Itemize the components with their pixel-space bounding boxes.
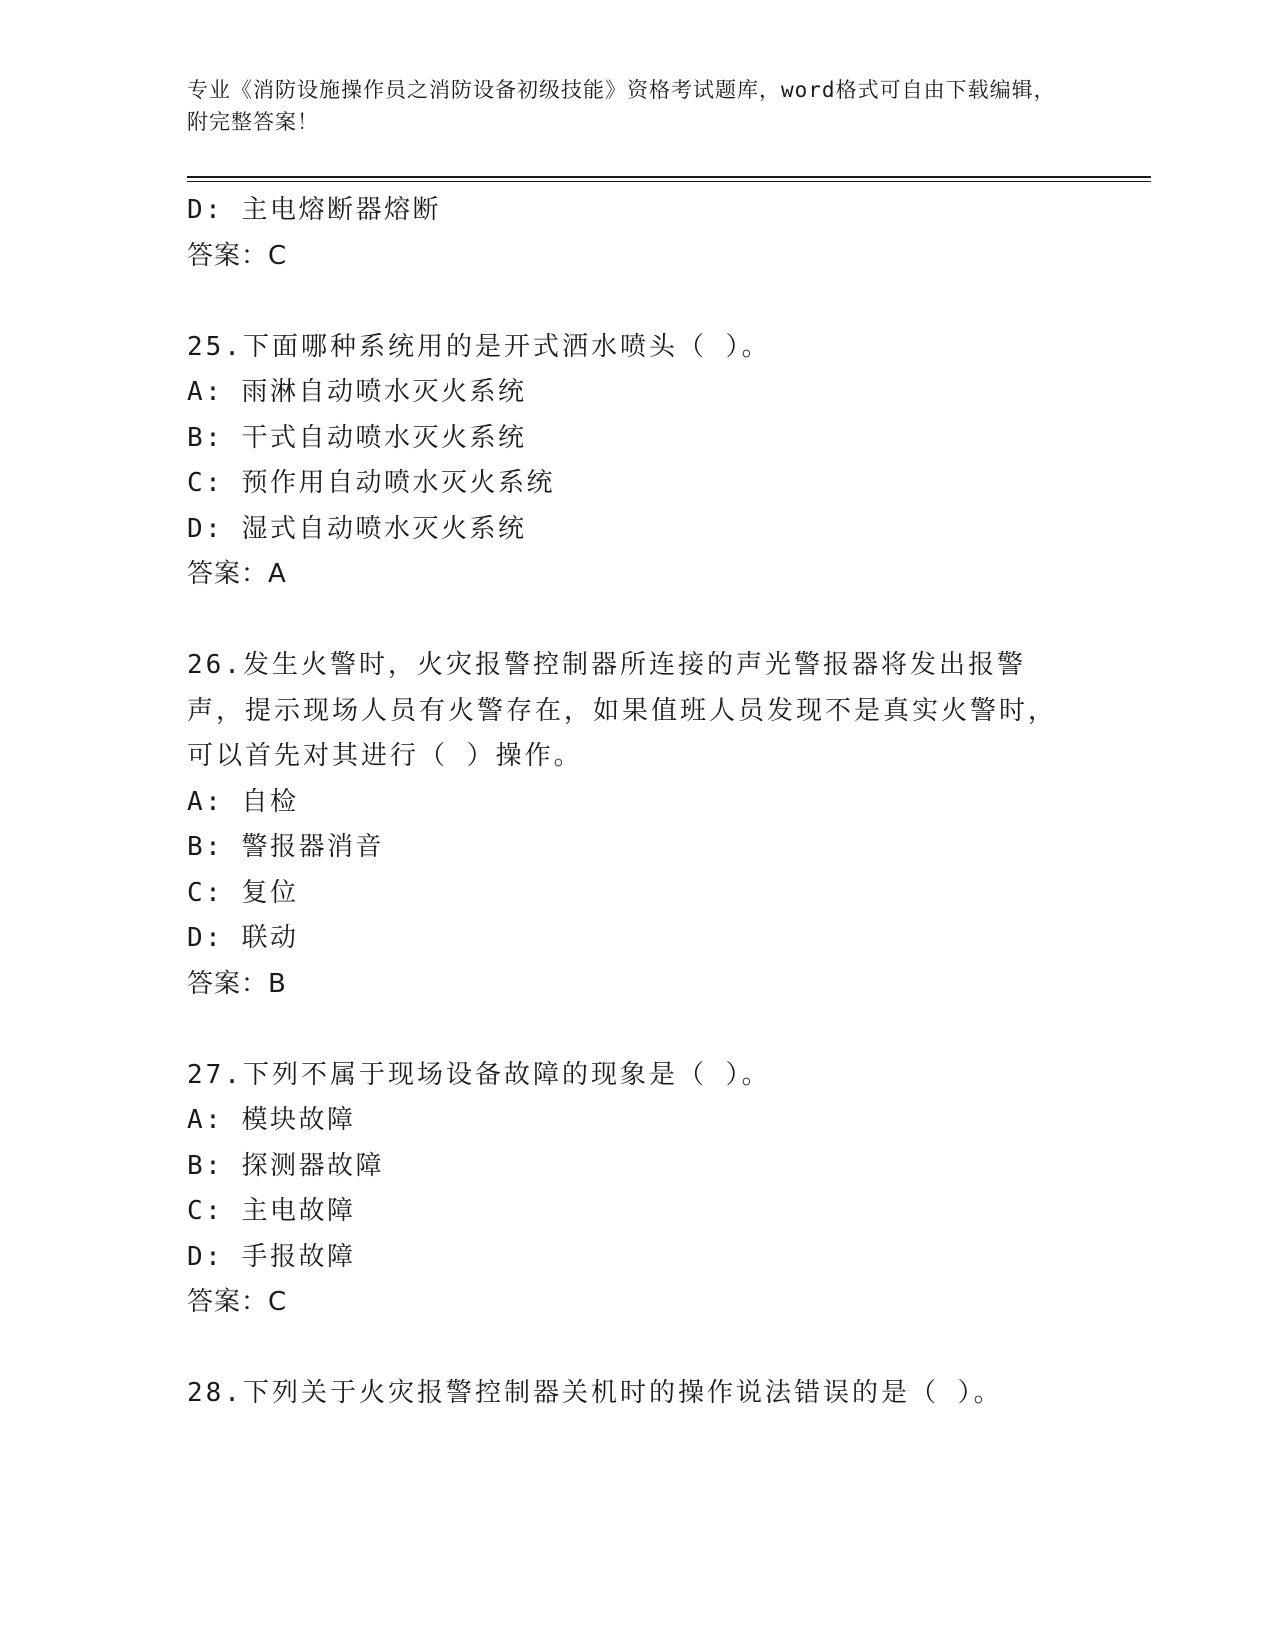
q27-stem: 27.下列不属于现场设备故障的现象是（ ）。 <box>187 1059 771 1090</box>
header-divider-thin <box>187 181 1151 182</box>
q26-stem: 26.发生火警时，火灾报警控制器所连接的声光警报器将发出报警声，提示现场人员有火警存在，如果值班人员发现不是真实火警时，可以首先对其进行（ ）操作。 <box>187 650 1058 771</box>
q25-option-d: D: 湿式自动喷水灭火系统 <box>187 513 527 544</box>
q26-option-d: D: 联动 <box>187 923 299 953</box>
q24-answer: 答案：C <box>187 240 288 271</box>
q26-option-b: B: 警报器消音 <box>187 832 384 862</box>
q27-option-b: B: 探测器故障 <box>187 1150 384 1181</box>
q27-option-a: A: 模块故障 <box>187 1105 356 1135</box>
q25-answer: 答案：A <box>187 559 287 589</box>
q27-option-d: D: 手报故障 <box>187 1241 356 1272</box>
spacer <box>187 1007 1087 1053</box>
header-divider-thick <box>187 176 1151 178</box>
q27-option-c: C: 主电故障 <box>187 1196 356 1226</box>
q24-option-d: D: 主电熔断器熔断 <box>187 195 441 225</box>
q25-stem: 25.下面哪种系统用的是开式洒水喷头（ ）。 <box>187 331 771 362</box>
document-header-note: 专业《消防设施操作员之消防设备初级技能》资格考试题库，word格式可自由下载编辑，附完整答案！ <box>187 78 1056 134</box>
q25-option-a: A: 雨淋自动喷水灭火系统 <box>187 377 527 407</box>
spacer <box>187 1326 1087 1372</box>
spacer <box>187 279 1087 325</box>
q27-answer: 答案：C <box>187 1287 288 1317</box>
q26-option-c: C: 复位 <box>187 877 299 908</box>
q26-answer: 答案：B <box>187 968 287 999</box>
q26-option-a: A: 自检 <box>187 786 299 817</box>
q28-stem: 28.下列关于火灾报警控制器关机时的操作说法错误的是（ ）。 <box>187 1378 1003 1408</box>
q25-option-c: C: 预作用自动喷水灭火系统 <box>187 468 555 498</box>
q25-option-b: B: 干式自动喷水灭火系统 <box>187 422 527 453</box>
question-list <box>187 188 1087 1417</box>
spacer <box>187 598 1087 644</box>
